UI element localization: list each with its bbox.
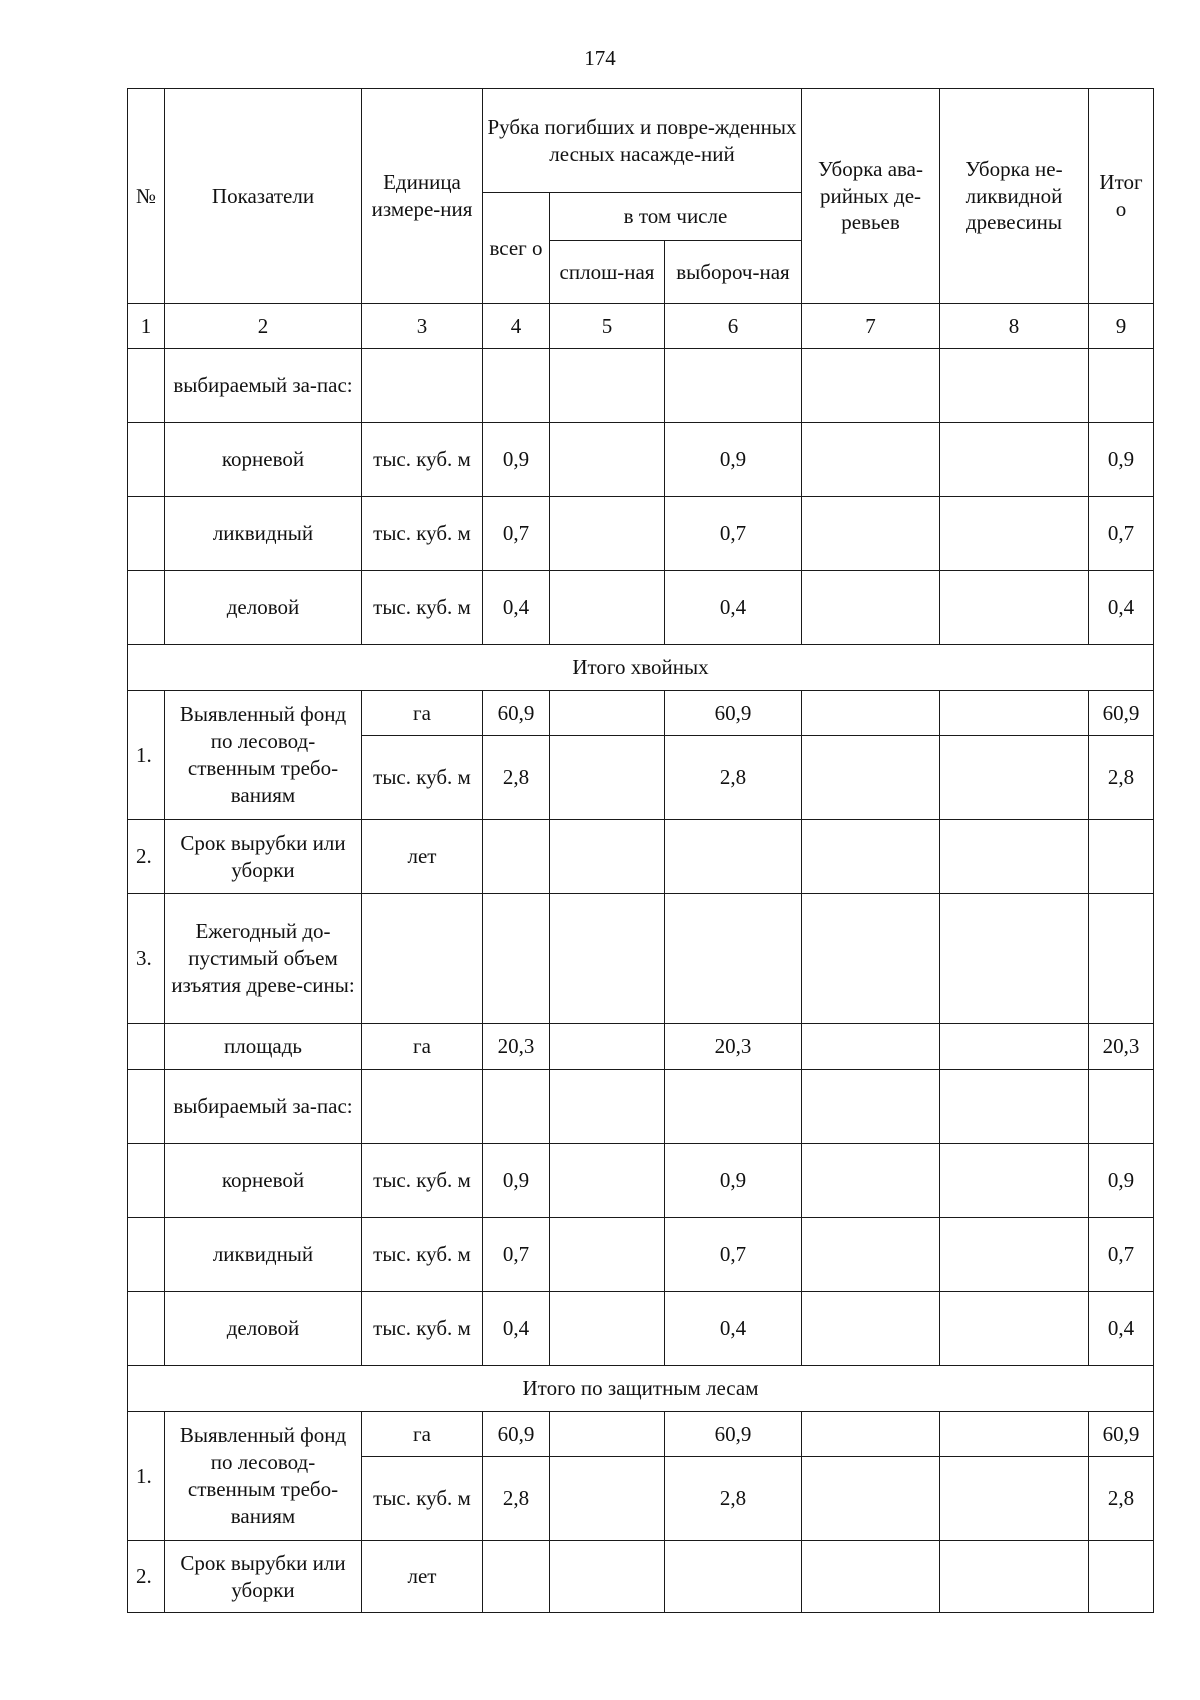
table-row [128,1541,1154,1613]
col-number: 2 [165,304,362,349]
header-no: № [128,89,165,304]
row-itogo: 0,9 [1089,423,1154,497]
row-unit: га [362,1024,483,1070]
row-selective: 0,7 [665,497,802,571]
item-number: 1. [128,1412,165,1541]
section-title-protective: Итого по защитным лесам [128,1366,1154,1412]
item-label: Ежегодный до-пустимый объем изъятия древе-сины: [165,894,362,1024]
row-itogo: 2,8 [1089,1457,1154,1541]
row-selective: 0,4 [665,571,802,645]
item-number: 2. [128,1541,165,1613]
row-total: 0,9 [483,1144,550,1218]
row-selective: 60,9 [665,1412,802,1457]
row-label: деловой [165,1292,362,1366]
row-itogo: 0,7 [1089,1218,1154,1292]
col-number: 1 [128,304,165,349]
row-selective: 0,9 [665,423,802,497]
item-number: 2. [128,820,165,894]
row-unit: га [362,691,483,736]
row-itogo: 2,8 [1089,736,1154,820]
row-total: 0,4 [483,571,550,645]
header-total-sub: всег о [483,193,550,304]
item-number: 3. [128,894,165,1024]
row-unit: тыс. куб. м [362,423,483,497]
row-unit: лет [362,1541,483,1613]
row-selective: 60,9 [665,691,802,736]
row-total: 0,4 [483,1292,550,1366]
row-unit: тыс. куб. м [362,571,483,645]
page-number: 174 [584,46,616,70]
row-label: деловой [165,571,362,645]
row-unit: тыс. куб. м [362,1144,483,1218]
row-unit: тыс. куб. м [362,736,483,820]
item-number: 1. [128,691,165,820]
table-row [128,349,1154,423]
section-title-conifers: Итого хвойных [128,645,1154,691]
row-selective: 0,9 [665,1144,802,1218]
col-number: 9 [1089,304,1154,349]
forest-felling-table [127,88,1154,1613]
table-row [128,1218,1154,1292]
table-row [128,1024,1154,1070]
row-unit: тыс. куб. м [362,1457,483,1541]
table-row [128,497,1154,571]
row-label: ликвидный [165,497,362,571]
row-itogo: 0,9 [1089,1144,1154,1218]
row-selective: 0,7 [665,1218,802,1292]
row-selective: 20,3 [665,1024,802,1070]
header-selective: выбороч-ная [665,241,802,304]
row-total: 60,9 [483,1412,550,1457]
row-itogo: 0,4 [1089,571,1154,645]
row-label: корневой [165,1144,362,1218]
col-number: 8 [940,304,1089,349]
item-label: Срок вырубки или уборки [165,820,362,894]
table-row [128,423,1154,497]
header-indicator: Показатели [165,89,362,304]
table-row [128,1144,1154,1218]
row-unit: тыс. куб. м [362,1292,483,1366]
row-total: 60,9 [483,691,550,736]
row-total: 0,7 [483,1218,550,1292]
col-number: 4 [483,304,550,349]
item-label: Выявленный фонд по лесовод-ственным требо-ваниям [165,1412,362,1541]
row-itogo: 0,4 [1089,1292,1154,1366]
stock-label: выбираемый за-пас: [165,349,362,423]
header-clear: сплош-ная [550,241,665,304]
table-row [128,691,1154,736]
row-selective: 0,4 [665,1292,802,1366]
row-unit: лет [362,820,483,894]
row-label: площадь [165,1024,362,1070]
row-selective: 2,8 [665,1457,802,1541]
table-row [128,1070,1154,1144]
item-label: Срок вырубки или уборки [165,1541,362,1613]
row-total: 2,8 [483,736,550,820]
col-number: 6 [665,304,802,349]
row-itogo: 20,3 [1089,1024,1154,1070]
table-row [128,1412,1154,1457]
row-unit: тыс. куб. м [362,1218,483,1292]
header-illiquid: Уборка не-ликвидной древесины [940,89,1089,304]
table-row [128,820,1154,894]
row-unit: тыс. куб. м [362,497,483,571]
col-number: 7 [802,304,940,349]
table-row [128,894,1154,1024]
row-label: ликвидный [165,1218,362,1292]
header-including: в том числе [550,193,802,241]
table-row [128,571,1154,645]
row-itogo: 0,7 [1089,497,1154,571]
table-row [128,1292,1154,1366]
row-itogo: 60,9 [1089,691,1154,736]
row-selective: 2,8 [665,736,802,820]
row-itogo: 60,9 [1089,1412,1154,1457]
item-label: Выявленный фонд по лесовод-ственным требо-ваниям [165,691,362,820]
row-total: 2,8 [483,1457,550,1541]
row-label: корневой [165,423,362,497]
row-total: 0,7 [483,497,550,571]
row-total: 0,9 [483,423,550,497]
row-unit: га [362,1412,483,1457]
col-number: 5 [550,304,665,349]
header-unit: Единица измере-ния [362,89,483,304]
stock-label: выбираемый за-пас: [165,1070,362,1144]
header-felling-group: Рубка погибших и повре-жденных лесных насажде-ний [483,89,802,193]
header-emergency: Уборка ава-рийных де-ревьев [802,89,940,304]
row-total: 20,3 [483,1024,550,1070]
header-itogo: Итог о [1089,89,1154,304]
col-number: 3 [362,304,483,349]
